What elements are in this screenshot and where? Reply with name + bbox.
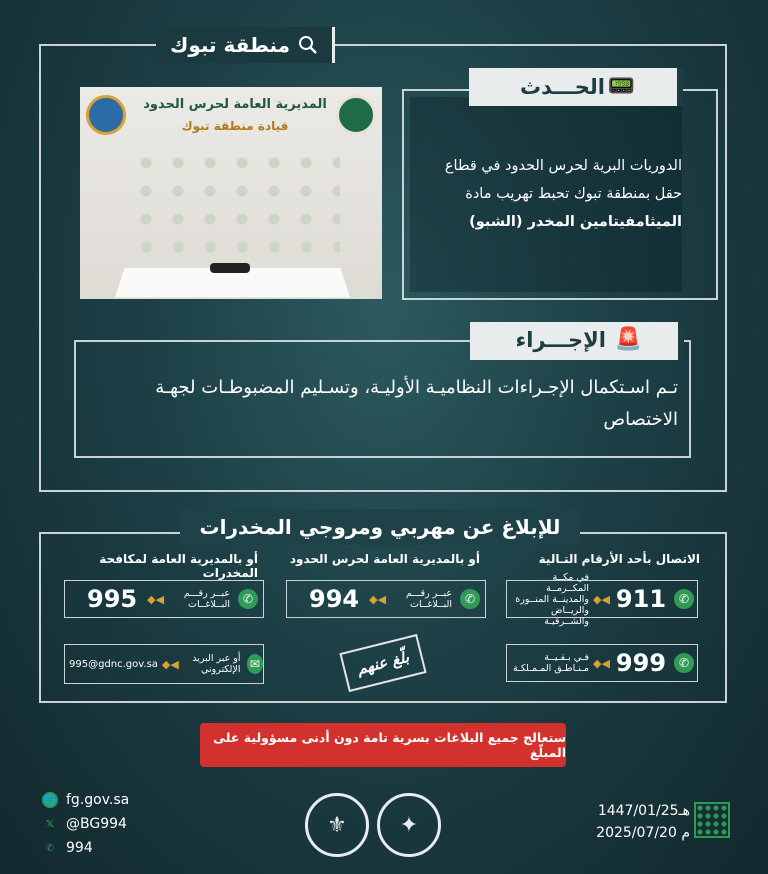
radio-icon: 📟 <box>607 74 635 99</box>
n995-desc: البــلاغــات <box>188 599 231 610</box>
report-title-box <box>180 509 580 545</box>
col1-head: الاتصال بأحد الأرقام التـالية <box>538 552 700 566</box>
email-desc: أو عبر البريد <box>192 653 241 664</box>
tag-bar <box>677 68 683 106</box>
arrow-icon: ◆◀ <box>147 592 165 606</box>
confidentiality-banner <box>200 723 566 767</box>
phone-icon: ✆ <box>45 842 55 854</box>
col2-head: أو بالمديرية العامة لحرس الحدود <box>289 552 480 566</box>
event-line: الدوريات البرية لحرس الحدود في قطاع <box>444 158 682 174</box>
action-line: تـم اسـتكمال الإجـراءات النظاميـة الأوليـة، وتسـليم المضبوطـات لجهـة <box>155 377 678 398</box>
globe-icon: 🌐 <box>42 792 58 808</box>
gregorian-date: 2025/07/20 م <box>596 825 690 841</box>
photo-command: قيادة منطقة تبوك <box>181 119 289 133</box>
arrow-icon: ◆◀ <box>593 592 610 606</box>
phone-link[interactable] <box>42 840 93 856</box>
phone-icon: ✆ <box>674 653 694 673</box>
event-line: الميثامفيتامين المخدر (الشبو) <box>469 214 682 230</box>
number-995[interactable]: 995 <box>87 585 138 613</box>
website-text[interactable]: fg.gov.sa <box>66 792 130 808</box>
mail-icon: ✉ <box>247 654 263 674</box>
calendar-icon <box>694 802 730 838</box>
n911-desc: والمدينــة المنــورة <box>515 593 589 605</box>
search-icon <box>298 35 318 55</box>
n994-desc: البــلاغــات <box>410 599 453 610</box>
siren-icon: 🚨 <box>614 327 642 352</box>
gdnc-logo: ⚜ <box>305 793 369 857</box>
photo-directorate: المديرية العامة لحرس الحدود <box>143 97 327 112</box>
twitter-link[interactable] <box>42 816 127 832</box>
gdnc-seal <box>86 95 126 135</box>
arrow-icon: ◆◀ <box>593 656 610 670</box>
action-tag <box>470 322 684 360</box>
phone-icon: ✆ <box>460 589 480 609</box>
event-title: الحـــدث <box>520 75 605 99</box>
x-icon: 𝕏 <box>45 818 55 830</box>
number-999[interactable]: 999 <box>615 649 667 677</box>
event-line: حقل بمنطقة تبوك تحبط تهريب مادة <box>465 186 682 202</box>
n911-desc: في مكــة المكــرمــة <box>546 571 589 594</box>
footer-phone[interactable]: 994 <box>66 840 93 856</box>
email-desc: الإلكتروني <box>201 664 241 675</box>
arrow-icon: ◆◀ <box>161 657 179 671</box>
stamp-text: بلّغ عنهم <box>355 647 411 679</box>
n995-desc: عبــر رقـــم <box>183 588 231 599</box>
banner-text: ستعالج جميع البلاغات بسرية تامة دون أدنى مسؤولية على المبلّغ <box>213 730 566 760</box>
tag-bar <box>678 322 684 360</box>
report-email[interactable]: 995@gdnc.gov.sa <box>69 658 158 670</box>
website-link[interactable] <box>42 792 129 808</box>
backdrop-pattern <box>130 149 340 259</box>
arrow-icon: ◆◀ <box>369 592 387 606</box>
number-994[interactable]: 994 <box>309 585 360 613</box>
region-title: منطقة تبوك <box>170 33 291 57</box>
border-guard-seal <box>336 95 376 135</box>
number-911[interactable]: 911 <box>615 585 667 613</box>
number-995-box[interactable] <box>64 580 264 618</box>
phone-icon: ✆ <box>674 589 694 609</box>
number-999-box[interactable] <box>506 644 698 682</box>
n994-desc: عبــر رقـــم <box>405 588 453 599</box>
twitter-text[interactable]: @BG994 <box>66 816 127 832</box>
phone-icon: ✆ <box>238 589 258 609</box>
email-box[interactable] <box>64 644 264 684</box>
evidence-photo <box>80 87 382 299</box>
region-tag <box>156 27 335 63</box>
action-title: الإجـــراء <box>515 328 606 352</box>
hijri-date: 1447/01/25هـ <box>597 803 690 819</box>
col3-head: أو بالمديرية العامة لمكافحة المخدرات <box>99 552 258 580</box>
number-911-box[interactable] <box>506 571 698 627</box>
n999-desc: مـنـاطـق المـمـلكـة <box>512 663 589 674</box>
n911-desc: والريــاض والشــرقيـة <box>544 604 589 627</box>
n999-desc: فـي بـقـيــة <box>544 652 589 663</box>
seized-item <box>210 263 250 273</box>
report-title: للإبلاغ عن مهربي ومروجي المخدرات <box>199 515 561 539</box>
event-tag <box>469 68 683 106</box>
number-994-box[interactable] <box>286 580 486 618</box>
dates <box>570 800 690 844</box>
event-text <box>412 152 682 236</box>
action-text <box>88 372 678 436</box>
action-line: الاختصاص <box>603 409 678 430</box>
saudi-emblem-logo: ✦ <box>377 793 441 857</box>
